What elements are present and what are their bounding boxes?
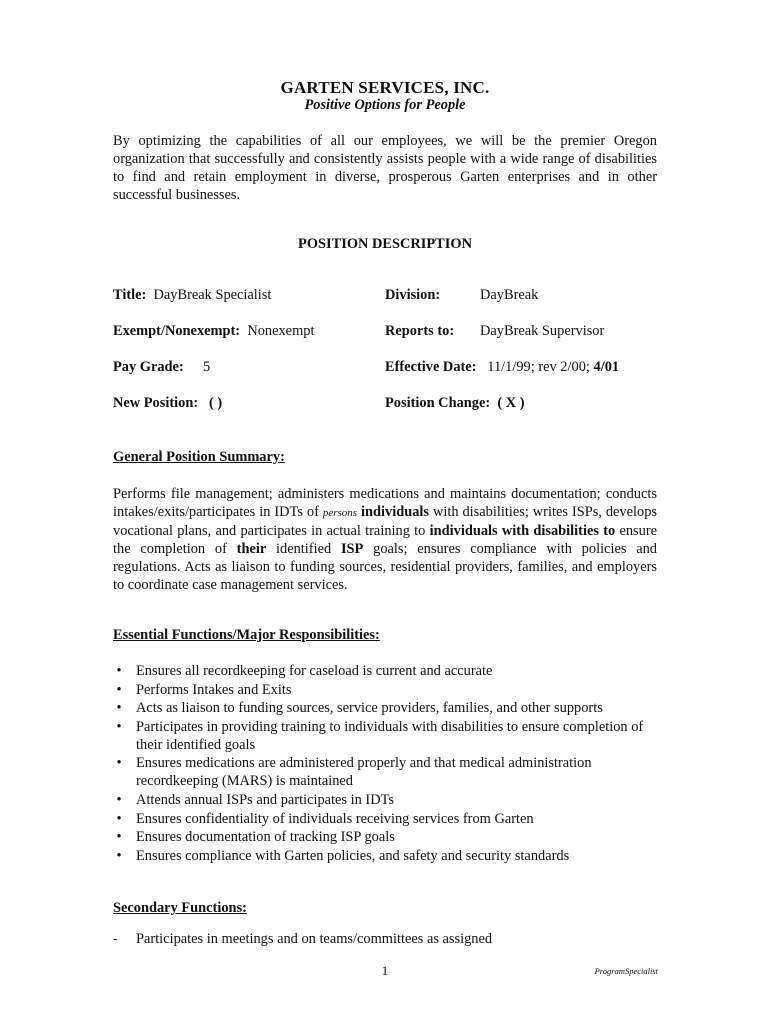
division-field [385,287,440,304]
summary-seg1: Performs file management; administers medications and maintains documentation; conducts intakes/exits/participates in IDTs of [113,486,657,520]
list-item [113,828,673,846]
exempt-label: Exempt/Nonexempt: [113,323,241,339]
list-item-text: Ensures medications are administered properly and that medical administration recordkeeping (MARS) is maintained [136,755,592,790]
reports-value: DayBreak Supervisor [480,323,605,339]
effective-date-field [385,359,619,376]
reports-label: Reports to: [385,323,455,339]
exempt-field [113,323,314,340]
list-item-text: Attends annual ISPs and participates in IDTs [136,791,394,808]
summary-bold-individuals: individuals [361,504,429,520]
list-item [113,791,673,809]
company-tagline: Positive Options for People [304,97,466,113]
essential-functions-list [113,662,673,865]
list-item-text: Participates in providing training to individuals with disabilities to ensure completion of their identified goals [136,718,644,753]
list-item [113,681,673,699]
summary-seg6: ensure the completion of [113,523,658,557]
list-item-text: Ensures confidentiality of individuals receiving services from Garten [136,810,534,827]
division-value: DayBreak [480,287,539,303]
secondary-functions-heading: Secondary Functions: [113,900,247,916]
list-item [113,718,673,754]
list-item [113,847,673,865]
bullet-icon: • [116,847,122,864]
bullet-icon: • [116,829,122,846]
summary-seg10: goals; ensures compliance with policies and regulations. Acts as liaison to funding sources, residential providers, families, and employers to coordinate case management services. [113,541,657,593]
summary-seg8: identified [266,541,341,557]
new-position-value: ( ) [208,395,223,411]
bullet-icon: • [116,810,122,827]
summary-struck-word: persons [322,507,358,519]
company-name: GARTEN SERVICES, INC. [280,78,490,97]
list-item-text: Ensures all recordkeeping for caseload is current and accurate [136,663,493,679]
list-item [113,662,673,680]
mission-statement: By optimizing the capabilities of all our employees, we will be the premier Oregon organization that successfully and consistently assists people with a wide range of disabilities to find and retain employment in diverse, prosperous Garten enterprises and in other successful businesses. [113,133,657,203]
title-value: DayBreak Specialist [153,287,272,303]
summary-bold-their: their [236,541,267,557]
new-position-label: New Position: [113,395,199,411]
general-summary-text [113,485,657,594]
summary-bold-phrase: individuals with disabilities to [429,523,616,539]
title-label: Title: [113,287,147,303]
position-change-label: Position Change: [385,395,491,411]
list-item [113,810,673,828]
summary-bold-isp: ISP [340,541,364,557]
reports-field [385,323,454,340]
pay-grade-field [113,359,184,376]
position-change-value: ( X ) [497,395,525,411]
secondary-item-text: Participates in meetings and on teams/committees as assigned [136,931,493,947]
bullet-icon: • [116,700,122,717]
pay-grade-value: 5 [203,359,211,375]
position-change-field [385,395,525,412]
list-item-text: Acts as liaison to funding sources, service providers, families, and other supports [136,700,603,717]
bullet-icon: • [116,663,122,679]
general-summary-heading: General Position Summary: [113,449,285,465]
bullet-icon: • [116,681,122,698]
pay-grade-label: Pay Grade: [113,359,184,375]
effective-date-latest: 4/01 [593,359,620,375]
list-item-text: Ensures documentation of tracking ISP goals [136,829,395,846]
effective-date-label: Effective Date: [385,359,477,375]
exempt-value: Nonexempt [247,323,315,339]
secondary-functions-item [113,931,492,948]
new-position-field [113,395,222,412]
dash-icon: - [113,931,118,947]
page-number: 1 [381,963,389,978]
division-label: Division: [385,287,441,303]
bullet-icon: • [116,791,122,808]
bullet-icon: • [116,718,122,735]
bullet-icon: • [116,755,122,772]
list-item-text: Ensures compliance with Garten policies, and safety and security standards [136,847,570,864]
effective-date-value: 11/1/99; rev 2/00; [487,359,590,375]
essential-functions-heading: Essential Functions/Major Responsibilities: [113,627,380,643]
position-description-heading: POSITION DESCRIPTION [298,236,472,252]
list-item [113,754,673,790]
summary-seg4: with disabilities; writes ISPs, develops vocational plans, and participates in actual training to [113,504,657,539]
footer-doc-name: ProgramSpecialist [594,966,658,976]
list-item-text: Performs Intakes and Exits [136,681,292,698]
list-item [113,699,673,717]
title-field [113,287,271,304]
